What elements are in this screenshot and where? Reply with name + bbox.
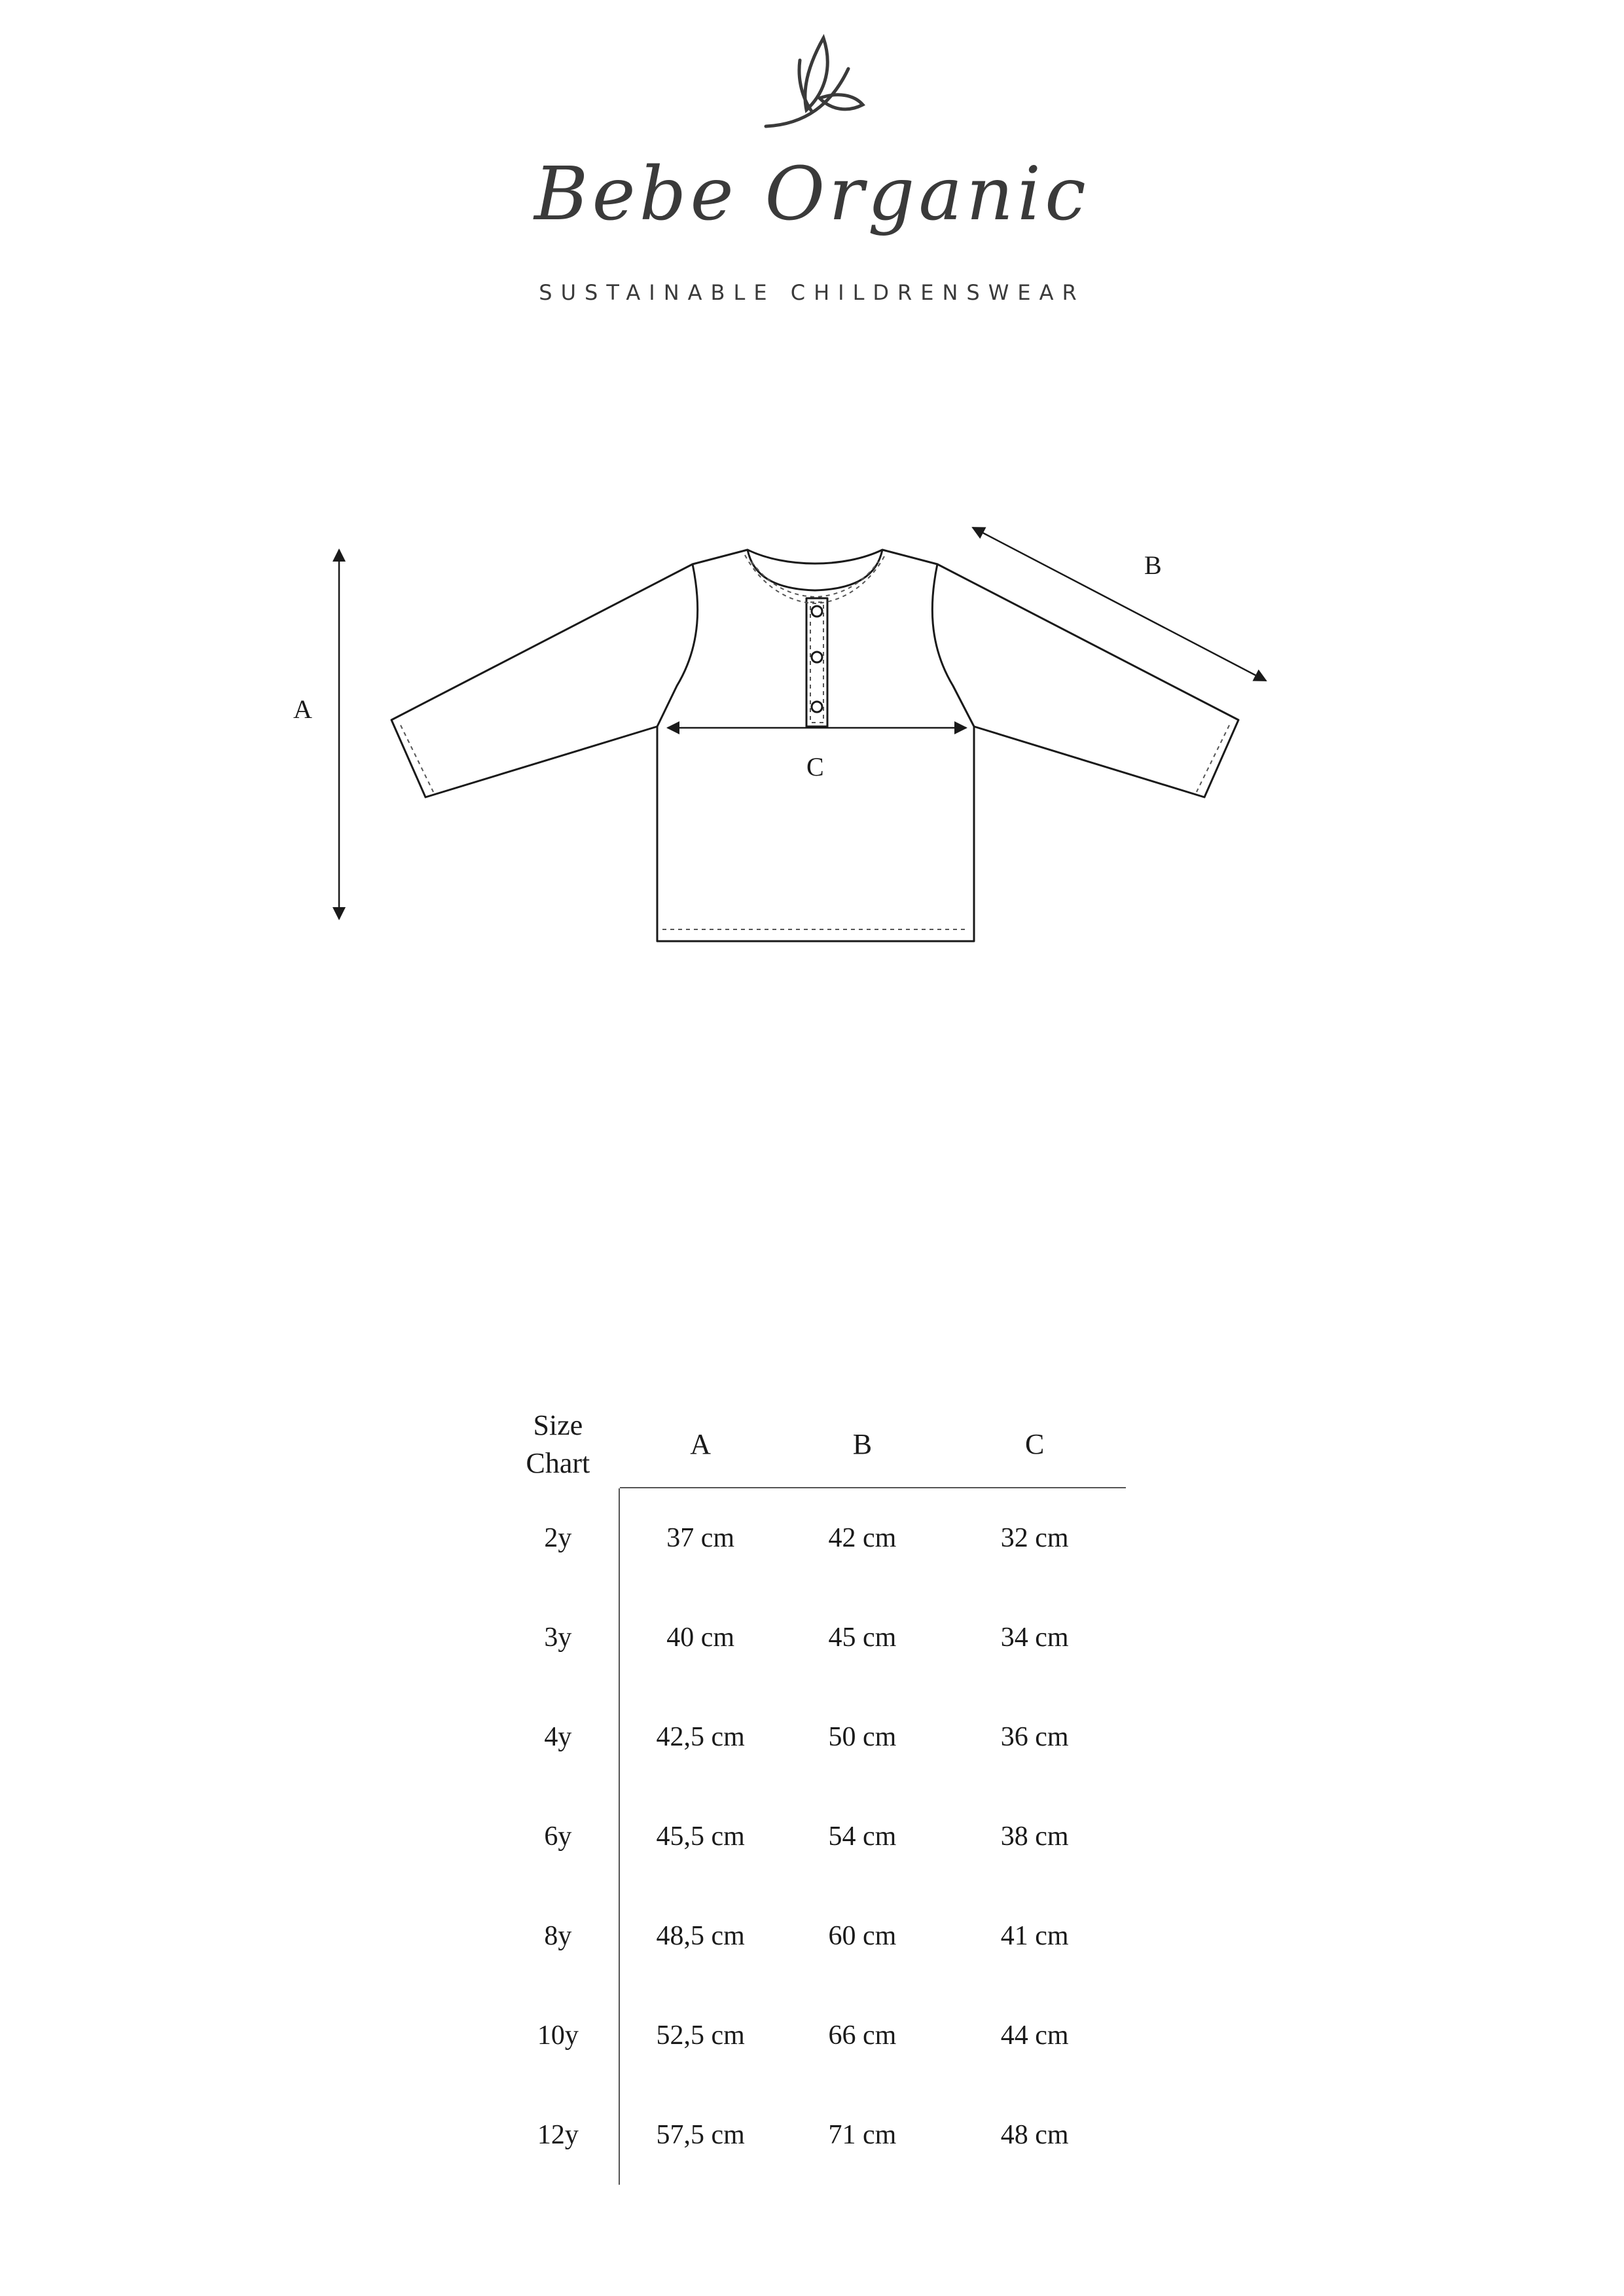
column-header-b: B [782, 1401, 944, 1488]
column-header-a: A [619, 1401, 782, 1488]
table-row [497, 1986, 1126, 2085]
value-cell-b: 71 cm [828, 2120, 897, 2150]
dimension-a-label: A [293, 694, 312, 724]
value-cell-b: 50 cm [828, 1722, 897, 1752]
value-cell-a: 37 cm [666, 1523, 735, 1553]
table-row [497, 1687, 1126, 1787]
size-chart-title-line1: Size [533, 1408, 583, 1441]
size-chart-header-row [497, 1401, 1126, 1488]
button-1 [812, 606, 822, 617]
table-row [497, 1886, 1126, 1986]
value-cell-b: 60 cm [828, 1921, 897, 1951]
brand-name: Bebe Organic [534, 152, 1090, 237]
dimension-c-label: C [806, 752, 824, 781]
value-cell-b: 66 cm [828, 2020, 897, 2051]
value-cell-a: 57,5 cm [656, 2120, 745, 2150]
brand-tagline: SUSTAINABLE CHILDRENSWEAR [539, 280, 1085, 305]
value-cell-a: 52,5 cm [656, 2020, 745, 2051]
value-cell-c: 44 cm [1000, 2020, 1069, 2051]
size-cell: 8y [497, 1886, 619, 1986]
value-cell-c: 41 cm [1000, 1921, 1069, 1951]
table-row [497, 1488, 1126, 1588]
table-row [497, 1588, 1126, 1687]
value-cell-c: 38 cm [1000, 1821, 1069, 1852]
value-cell-c: 36 cm [1000, 1722, 1069, 1752]
size-cell: 6y [497, 1787, 619, 1886]
size-chart-title-line2: Chart [526, 1446, 590, 1479]
size-cell: 4y [497, 1687, 619, 1787]
left-sleeve-outline [391, 564, 693, 797]
size-cell: 10y [497, 1986, 619, 2085]
value-cell-c: 34 cm [1000, 1623, 1069, 1653]
value-cell-a: 45,5 cm [656, 1821, 745, 1852]
button-3 [812, 702, 822, 712]
value-cell-b: 42 cm [828, 1523, 897, 1553]
size-chart-table [497, 1401, 1126, 2185]
button-2 [812, 652, 822, 662]
size-cell: 3y [497, 1588, 619, 1687]
value-cell-c: 32 cm [1000, 1523, 1069, 1553]
right-sleeve-outline [937, 564, 1238, 797]
size-chart-title [497, 1401, 619, 1488]
table-row [497, 1787, 1126, 1886]
value-cell-b: 54 cm [828, 1821, 897, 1852]
neckline [748, 550, 882, 590]
value-cell-a: 40 cm [666, 1623, 735, 1653]
table-row [497, 2085, 1126, 2185]
size-cell: 2y [497, 1488, 619, 1588]
size-cell: 12y [497, 2085, 619, 2185]
value-cell-a: 48,5 cm [656, 1921, 745, 1951]
column-header-c: C [943, 1401, 1126, 1488]
value-cell-b: 45 cm [828, 1623, 897, 1653]
value-cell-a: 42,5 cm [656, 1722, 745, 1752]
dimension-b-label: B [1144, 550, 1162, 580]
value-cell-c: 48 cm [1000, 2120, 1069, 2150]
